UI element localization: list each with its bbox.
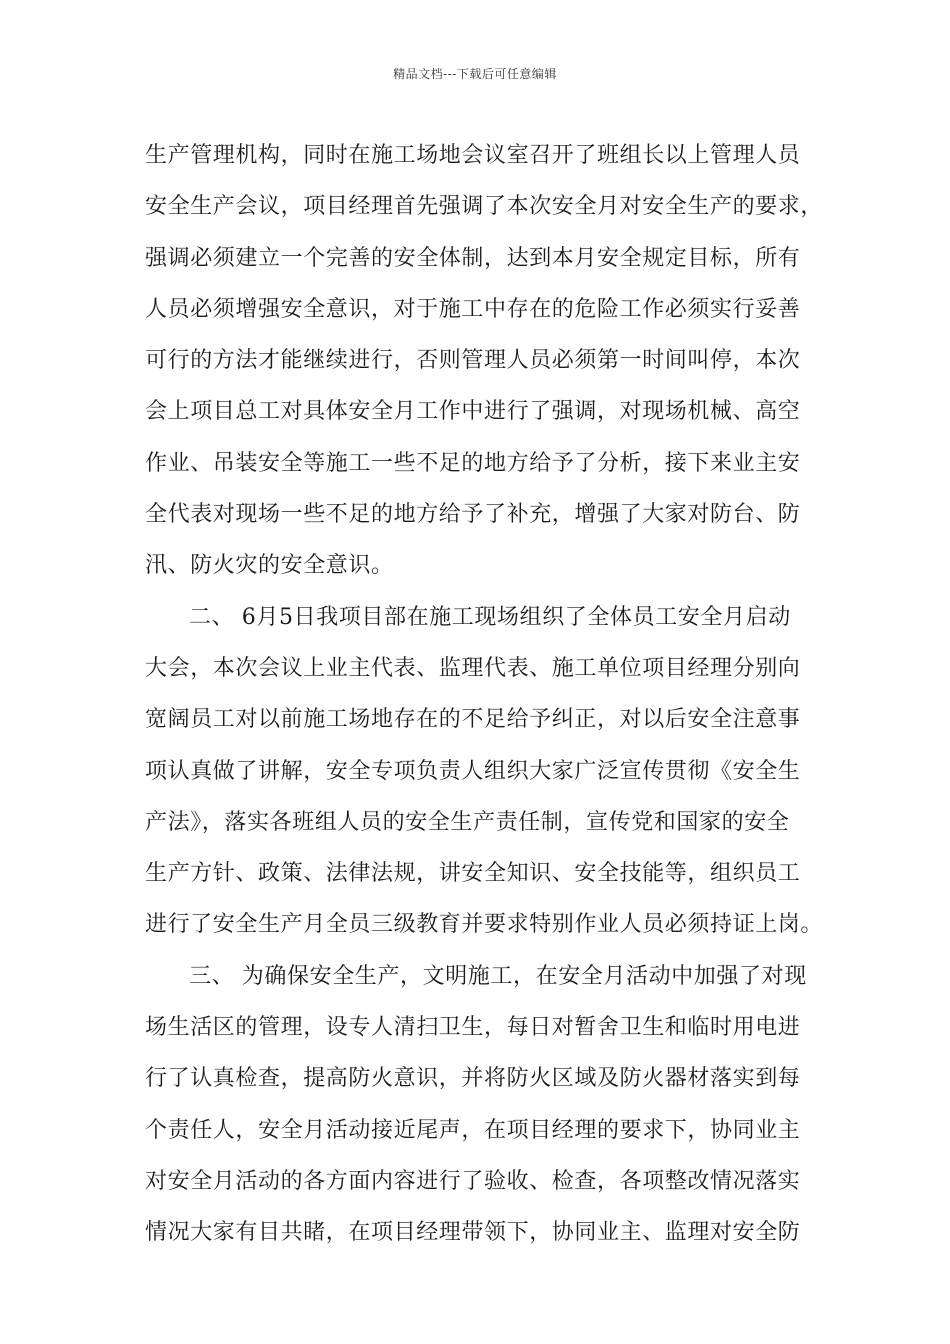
text-line: 汛、防火灾的安全意识。 [145, 553, 394, 579]
text-line: 会上项目总工对具体安全月工作中进行了强调，对现场机械、高空 [145, 399, 801, 425]
text-line: 全代表对现场一些不足的地方给予了补充，增强了大家对防台、防 [145, 502, 801, 528]
paragraph-first-line: 三、 为确保安全生产，文明施工，在安全月活动中加强了对现 [189, 963, 807, 989]
text-line: 大会，本次会议上业主代表、监理代表、施工单位项目经理分别向 [145, 655, 801, 681]
text-line: 项认真做了讲解，安全专项负责人组织大家广泛宣传贯彻《安全生 [145, 758, 801, 784]
text-line: 个责任人，安全月活动接近尾声，在项目经理的要求下，协同业主 [145, 1117, 801, 1143]
text-line: 场生活区的管理，设专人清扫卫生，每日对暂舍卫生和临时用电进 [145, 1015, 801, 1041]
body-text [145, 130, 825, 1259]
text-line: 宽阔员工对以前施工场地存在的不足给予纠正，对以后安全注意事 [145, 707, 801, 733]
page-header: 精品文档---下载后可任意编辑 [393, 67, 557, 81]
text-line: 行了认真检查，提高防火意识，并将防火区域及防火器材落实到每 [145, 1066, 801, 1092]
text-line: 可行的方法才能继续进行，否则管理人员必须第一时间叫停，本次 [145, 348, 801, 374]
text-line: 生产方针、政策、法律法规，讲安全知识、安全技能等，组织员工 [145, 861, 801, 887]
text-line: 作业、吊装安全等施工一些不足的地方给予了分析，接下来业主安 [145, 450, 801, 476]
paragraph-first-line: 二、 6月5日我项目部在施工现场组织了全体员工安全月启动 [189, 604, 791, 630]
text-line: 进行了安全生产月全员三级教育并要求特别作业人员必须持证上岗。 [145, 912, 824, 938]
text-line: 安全生产会议，项目经理首先强调了本次安全月对安全生产的要求， [145, 194, 824, 220]
text-line: 产法》，落实各班组人员的安全生产责任制，宣传党和国家的安全 [145, 809, 790, 835]
text-line: 强调必须建立一个完善的安全体制，达到本月安全规定目标，所有 [145, 245, 801, 271]
text-line: 情况大家有目共睹，在项目经理带领下，协同业主、监理对安全防 [145, 1220, 801, 1246]
text-line: 人员必须增强安全意识，对于施工中存在的危险工作必须实行妥善 [145, 296, 801, 322]
text-line: 对安全月活动的各方面内容进行了验收、检查，各项整改情况落实 [145, 1168, 801, 1194]
text-line: 生产管理机构，同时在施工场地会议室召开了班组长以上管理人员 [145, 143, 801, 168]
